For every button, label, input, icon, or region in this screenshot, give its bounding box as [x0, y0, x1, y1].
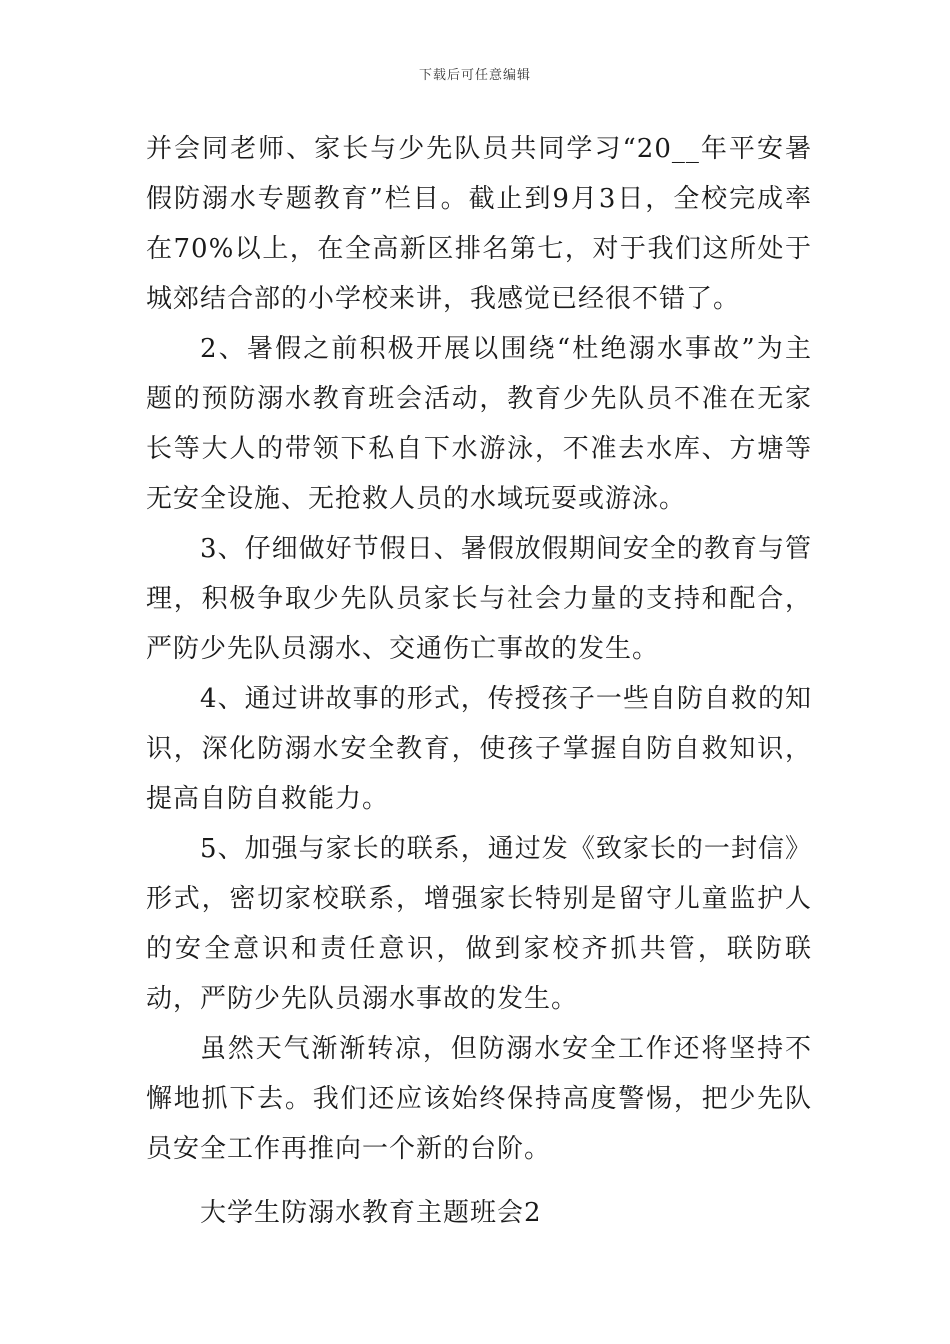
paragraph-5: 5、加强与家长的联系，通过发《致家长的一封信》形式，密切家校联系，增强家长特别是留守儿童监护人的安全意识和责任意识，做到家校齐抓共管，联防联动，严防少先队员溺水事故的发生。 — [146, 834, 812, 1014]
paragraph-2: 2、暑假之前积极开展以围绕“杜绝溺水事故”为主题的预防溺水教育班会活动，教育少先队员不准在无家长等大人的带领下私自下水游泳，不准去水库、方塘等无安全设施、无抢救人员的水域玩耍或游泳。 — [146, 334, 812, 514]
paragraph-3: 3、仔细做好节假日、暑假放假期间安全的教育与管理，积极争取少先队员家长与社会力量的支持和配合，严防少先队员溺水、交通伤亡事故的发生。 — [146, 534, 812, 664]
paragraph-4: 4、通过讲故事的形式，传授孩子一些自防自救的知识，深化防溺水安全教育，使孩子掌握自防自救知识，提高自防自救能力。 — [146, 684, 812, 814]
document-body — [146, 124, 812, 1238]
page-header: 下载后可任意编辑 — [418, 68, 531, 83]
paragraph-1: 并会同老师、家长与少先队员共同学习“20__年平安暑假防溺水专题教育”栏目。截止到9月3日，全校完成率在70%以上，在全高新区排名第七，对于我们这所处于城郊结合部的小学校来讲，我感觉已经很不错了。 — [146, 134, 812, 314]
paragraph-6: 虽然天气渐渐转凉，但防溺水安全工作还将坚持不懈地抓下去。我们还应该始终保持高度警惕，把少先队员安全工作再推向一个新的台阶。 — [146, 1034, 812, 1164]
section-title: 大学生防溺水教育主题班会2 — [200, 1198, 542, 1228]
